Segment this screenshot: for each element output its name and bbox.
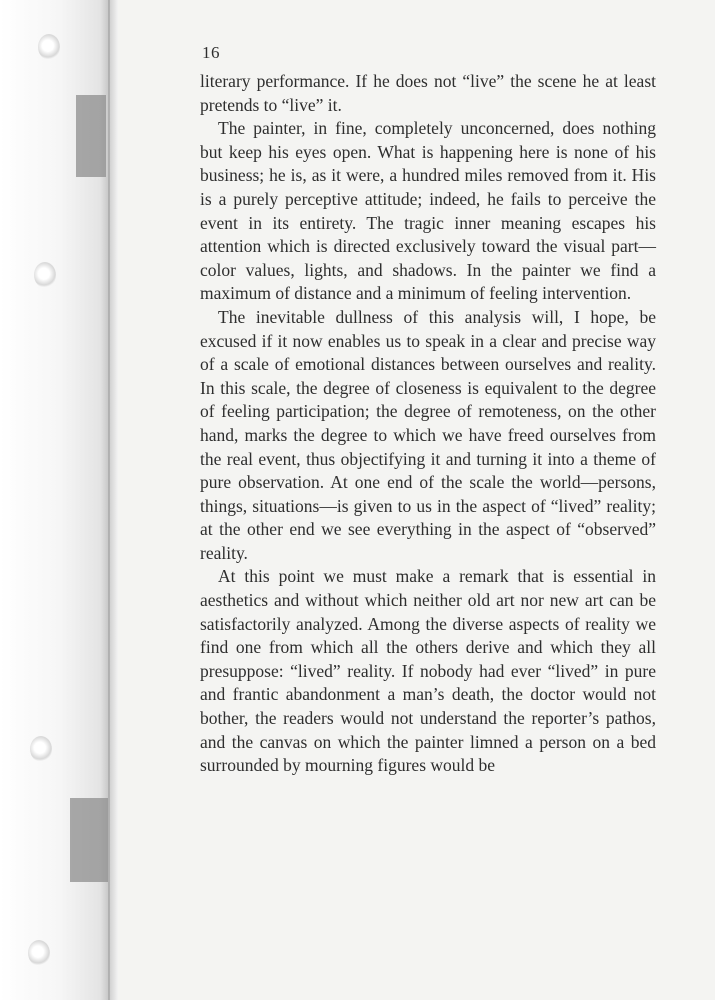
punch-hole-2 <box>34 262 56 288</box>
paragraph-continuation: literary performance. If he does not “live” the scene he at least pretends to “live” it. <box>200 71 656 115</box>
paragraph-scale-of-distances: The inevitable dullness of this analysis will, I hope, be excused if it now enables us to speak in a clear and precise way of a scale of emotional distances between ourselves and reality. In this scale, the degree of closeness is equivalent to the degree of feeling participation; the degree of remoteness, on the other hand, marks the degree to which we have freed ourselves from the real event, thus objectifying it and turning it into a theme of pure observation. At one end of the scale the world—persons, things, situations—is given to us in the aspect of “lived” reality; at the other end we see everything in the aspect of “observed” reality. <box>200 306 656 563</box>
tape-mark-lower <box>70 798 108 882</box>
punch-hole-4 <box>28 940 50 966</box>
punch-hole-1 <box>38 34 60 60</box>
page-number: 16 <box>202 43 220 62</box>
book-page <box>200 42 656 982</box>
fold-line <box>108 0 110 1000</box>
tape-mark-upper <box>76 95 106 177</box>
paragraph-lived-reality: At this point we must make a remark that is essential in aesthetics and without which neither old art nor new art can be satisfactorily analyzed. Among the diverse aspects of reality we find one from which all the others derive and which they all presuppose: “lived” reality. If nobody had ever “lived” in pure and frantic abandonment a man’s death, the doctor would not bother, the readers would not understand the reporter’s pathos, and the canvas on which the painter limned a person on a bed surrounded by mourning figures would be <box>200 566 656 776</box>
punch-hole-3 <box>30 736 52 762</box>
paragraph-painter: The painter, in fine, completely unconcerned, does nothing but keep his eyes open. What is happening here is none of his business; he is, as it were, a hundred miles removed from it. His is a purely perceptive attitude; indeed, he fails to perceive the event in its entirety. The tragic inner meaning escapes his attention which is directed exclusively toward the visual part—color values, lights, and shadows. In the painter we find a maximum of distance and a minimum of feeling intervention. <box>200 118 656 304</box>
